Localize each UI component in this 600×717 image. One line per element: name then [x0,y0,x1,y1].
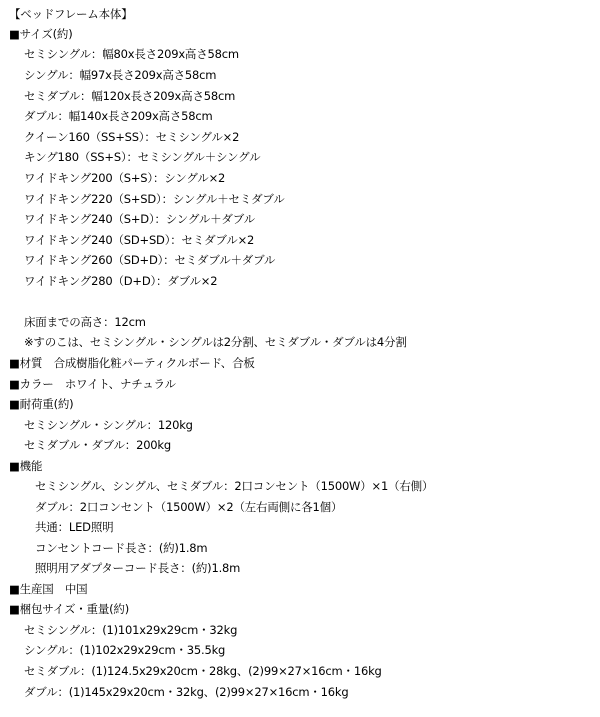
load-item: セミダブル・ダブル：200kg [24,438,171,452]
function-item: 共通：LED照明 [35,520,114,534]
size-item: セミシングル：幅80x長さ209x高さ58cm [24,47,239,61]
size-heading: ■サイズ(約) [9,27,73,41]
size-item: キング180（SS+S）：セミシングル＋シングル [24,150,261,164]
size-item: ワイドキング260（SD+D）：セミダブル＋ダブル [24,253,276,267]
material-line: ■材質 合成樹脂化粧パーティクルボード、合板 [9,356,255,370]
slat-note: ※すのこは、セミシングル・シングルは2分割、セミダブル・ダブルは4分割 [24,335,407,349]
function-item: 照明用アダプターコード長さ：(約)1.8m [35,561,241,575]
size-item: セミダブル：幅120x長さ209x高さ58cm [24,89,236,103]
packing-item: シングル：(1)102x29x29cm・35.5kg [24,643,226,657]
size-item: クイーン160（SS+SS）：セミシングル×2 [24,130,240,144]
function-heading: ■機能 [9,459,43,473]
origin-line: ■生産国 中国 [9,582,88,596]
function-item: コンセントコード長さ：(約)1.8m [35,541,208,555]
load-heading: ■耐荷重(約) [9,397,74,411]
color-line: ■カラー ホワイト、ナチュラル [9,377,176,391]
packing-item: セミシングル：(1)101x29x29cm・32kg [24,623,238,637]
function-item: ダブル：2口コンセント（1500W）×2（左右両側に各1個） [35,500,343,514]
packing-item: ダブル：(1)145x29x20cm・32kg、(2)99×27×16cm・16kg [24,685,349,699]
size-item: ワイドキング240（S+D）：シングル＋ダブル [24,212,255,226]
size-item: ダブル：幅140x長さ209x高さ58cm [24,109,213,123]
load-item: セミシングル・シングル：120kg [24,418,193,432]
packing-item: セミダブル：(1)124.5x29x20cm・28kg、(2)99×27×16cm・16kg [24,664,382,678]
size-item: シングル：幅97x長さ209x高さ58cm [24,68,217,82]
size-item: ワイドキング200（S+S）：シングル×2 [24,171,226,185]
size-item: ワイドキング240（SD+SD）：セミダブル×2 [24,233,255,247]
function-item: セミシングル、シングル、セミダブル：2口コンセント（1500W）×1（右側） [35,479,434,493]
floor-height: 床面までの高さ：12cm [24,315,146,329]
size-item: ワイドキング280（D+D）：ダブル×2 [24,274,218,288]
section-title: 【ベッドフレーム本体】 [9,7,133,21]
size-item: ワイドキング220（S+SD）：シングル＋セミダブル [24,192,285,206]
packing-heading: ■梱包サイズ・重量(約) [9,602,130,616]
